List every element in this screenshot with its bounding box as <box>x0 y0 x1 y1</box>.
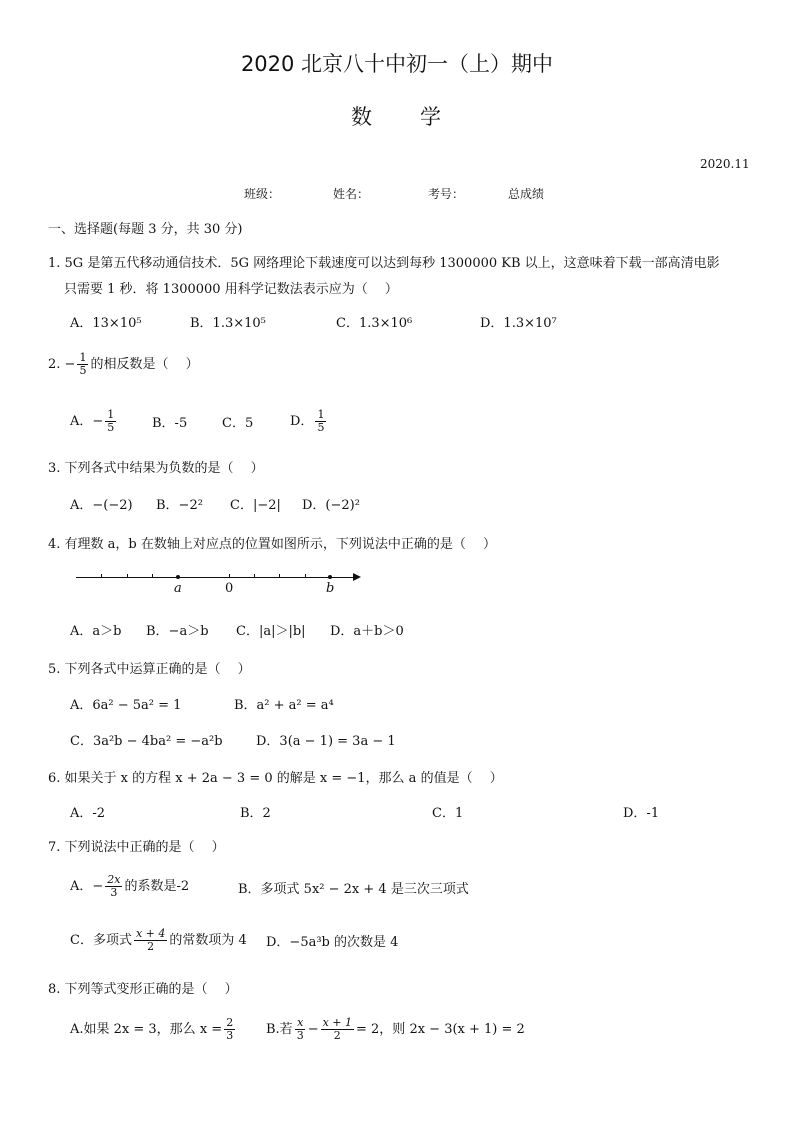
q2-option-b: B．-5 <box>152 416 188 431</box>
number-line-tick <box>152 574 153 578</box>
q7-option-d: D．−5a³b 的次数是 4 <box>266 935 399 950</box>
q8-b-num2: x + 1 <box>322 1016 353 1029</box>
q7-a-den: 3 <box>110 886 118 900</box>
q5-stem: 5. 下列各式中运算正确的是（ ） <box>48 662 251 677</box>
number-line-axis <box>76 577 356 578</box>
q6-stem: 6. 如果关于 x 的方程 x + 2a − 3 = 0 的解是 x = −1，那么 a 的值是（ ） <box>48 771 503 786</box>
q8-b-fraction1 <box>295 1017 306 1042</box>
q8-a-label: A.如果 2x = 3，那么 x = <box>70 1022 223 1038</box>
q2-option-d <box>290 409 328 434</box>
q2-frac-den: 5 <box>79 364 87 378</box>
q3-option-b: B．−2² <box>156 498 203 513</box>
q1-option-c: C．1.3×10⁶ <box>336 316 413 331</box>
q8-b-minus: − <box>307 1022 319 1038</box>
q4-stem: 4. 有理数 a，b 在数轴上对应点的位置如图所示，下列说法中正确的是（ ） <box>48 537 497 552</box>
q2-d-label: D． <box>290 414 314 430</box>
q7-a-label: A．− <box>70 879 104 895</box>
q1-option-a: A．13×10⁵ <box>70 316 142 331</box>
q7-c-fraction <box>134 928 167 953</box>
q4-option-c: C．|a|＞|b| <box>236 624 306 639</box>
q6-option-a: A．-2 <box>70 806 106 821</box>
number-line-tick <box>127 574 128 578</box>
q3-stem: 3. 下列各式中结果为负数的是（ ） <box>48 461 264 476</box>
exam-number-field-label: 考号： <box>428 187 465 201</box>
q2-a-fraction <box>105 409 116 434</box>
q2-prefix: 2. − <box>48 357 76 373</box>
q2-fraction <box>77 352 88 377</box>
q1-option-d: D．1.3×10⁷ <box>480 316 557 331</box>
q2-d-num: 1 <box>317 408 325 421</box>
q8-option-b <box>266 1017 525 1042</box>
q4-option-b: B．−a＞b <box>146 624 209 639</box>
label-zero: 0 <box>225 581 234 596</box>
number-line-tick <box>254 574 255 578</box>
q1-stem-line1: 1. 5G 是第五代移动通信技术．5G 网络理论下载速度可以达到每秒 1300000 KB 以上，这意味着下载一部高清电影 <box>48 256 720 271</box>
q6-option-d: D．-1 <box>623 806 660 821</box>
q7-c-den: 2 <box>147 940 155 954</box>
q8-option-a <box>70 1017 237 1042</box>
q3-option-a: A．−(−2) <box>70 498 133 513</box>
q8-b-num1: x <box>297 1016 304 1029</box>
q4-option-d: D．a＋b＞0 <box>330 624 404 639</box>
q4-option-a: A．a＞b <box>70 624 122 639</box>
q5-option-a: A．6a² − 5a² = 1 <box>70 698 182 713</box>
q8-b-label: B.若 <box>266 1022 293 1038</box>
q5-option-b: B．a² + a² = a⁴ <box>234 698 334 713</box>
q2-a-num: 1 <box>107 408 115 421</box>
q7-c-suffix: 的常数项为 4 <box>169 933 247 949</box>
q2-d-den: 5 <box>317 421 325 435</box>
total-score-field-label: 总成绩 <box>508 187 545 201</box>
number-line-tick <box>229 574 230 578</box>
q6-option-b: B．2 <box>240 806 271 821</box>
q2-a-label: A．− <box>70 414 104 430</box>
q1-option-b: B．1.3×10⁵ <box>190 316 266 331</box>
q8-b-den2: 2 <box>333 1029 341 1043</box>
q7-a-suffix: 的系数是-2 <box>124 879 190 895</box>
class-field-label: 班级： <box>244 187 281 201</box>
section-heading: 一、选择题(每题 3 分，共 30 分) <box>48 222 243 237</box>
number-line-tick <box>101 574 102 578</box>
point-b <box>328 575 332 579</box>
q8-a-den: 3 <box>226 1029 234 1043</box>
q6-option-c: C．1 <box>432 806 464 821</box>
subject-title: 数 学 <box>351 105 443 129</box>
point-a <box>176 575 180 579</box>
name-field-label: 姓名： <box>333 187 370 201</box>
q5-option-d: D．3(a − 1) = 3a − 1 <box>256 734 396 749</box>
q8-a-fraction <box>224 1017 235 1042</box>
number-line-tick <box>305 574 306 578</box>
q3-option-d: D．(−2)² <box>302 498 360 513</box>
q7-c-label: C．多项式 <box>70 933 132 949</box>
q8-b-fraction2 <box>321 1017 354 1042</box>
number-line-tick <box>279 574 280 578</box>
q7-c-num: x + 4 <box>135 927 166 940</box>
q8-stem: 8. 下列等式变形正确的是（ ） <box>48 982 238 997</box>
exam-date: 2020.11 <box>700 157 750 171</box>
q7-a-fraction <box>105 874 122 899</box>
q7-option-a <box>70 874 189 899</box>
page-title: 2020 北京八十中初一（上）期中 <box>240 52 554 76</box>
q2-option-c: C．5 <box>222 416 254 431</box>
q8-b-suffix: = 2，则 2x − 3(x + 1) = 2 <box>356 1022 525 1038</box>
q2-d-fraction <box>315 409 326 434</box>
q2-option-a <box>70 409 118 434</box>
q2-a-den: 5 <box>107 421 115 435</box>
label-b: b <box>326 581 335 596</box>
label-a: a <box>174 581 182 596</box>
q3-option-c: C．|−2| <box>230 498 281 513</box>
q7-option-c <box>70 928 247 953</box>
q2-suffix: 的相反数是（ ） <box>90 357 199 373</box>
q1-stem-line2: 只需要 1 秒．将 1300000 用科学记数法表示应为（ ） <box>64 282 398 297</box>
q2-frac-num: 1 <box>79 351 87 364</box>
q7-option-b: B．多项式 5x² − 2x + 4 是三次三项式 <box>238 882 469 897</box>
q8-a-num: 2 <box>226 1016 234 1029</box>
q7-stem: 7. 下列说法中正确的是（ ） <box>48 840 225 855</box>
q5-option-c: C．3a²b − 4ba² = −a²b <box>70 734 223 749</box>
q8-b-den1: 3 <box>296 1029 304 1043</box>
number-line-arrow <box>353 573 361 581</box>
q7-a-num: 2x <box>107 873 121 886</box>
q2-stem <box>48 352 199 377</box>
